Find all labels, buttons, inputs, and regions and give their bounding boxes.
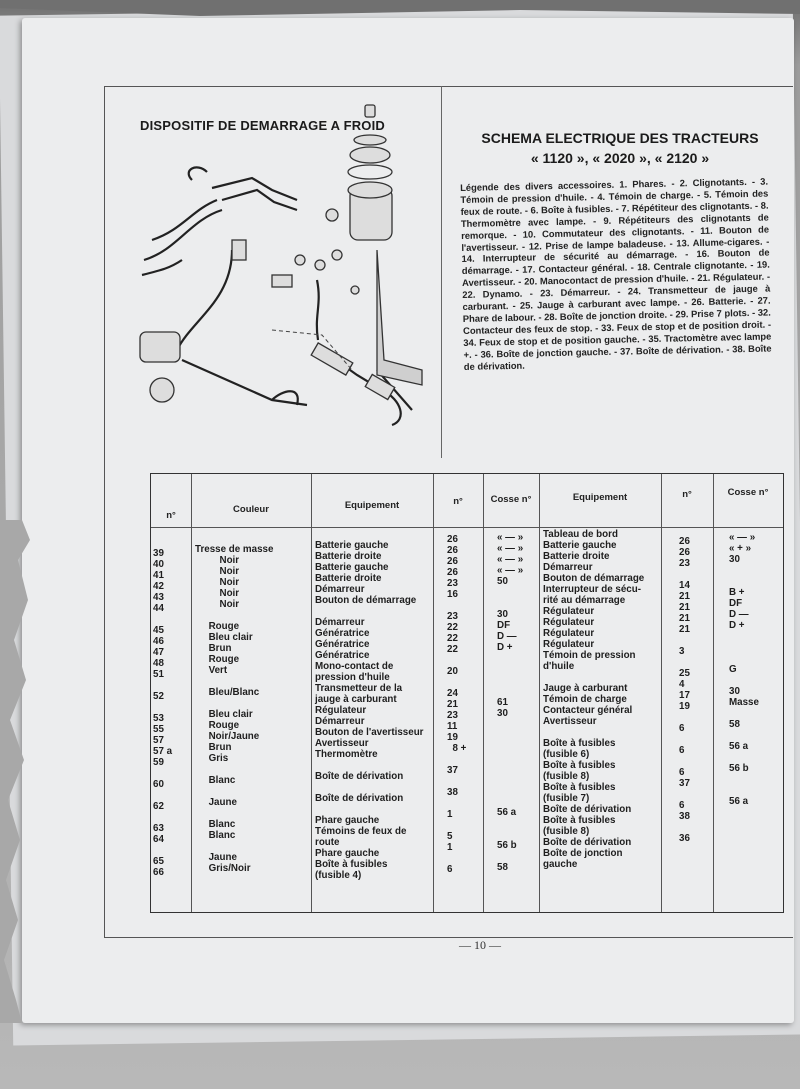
table-col-divider [483, 474, 484, 912]
cold-start-title: DISPOSITIF DE DEMARRAGE A FROID [140, 118, 386, 133]
scheme-title-line2: « 1120 », « 2020 », « 2120 » [530, 150, 710, 166]
table-col-divider [713, 474, 714, 912]
table-header-rule [151, 527, 783, 528]
header-n: n° [166, 510, 176, 521]
col-terminal-2: « — » « + » 30 B + DF D — D + G 30 Masse 58 56 a 56 b 56 a [729, 532, 759, 807]
header-equipement: Equipement [344, 500, 400, 511]
page-number: — 10 — [459, 938, 501, 952]
scheme-title-line1: SCHEMA ELECTRIQUE DES TRACTEURS [481, 130, 759, 146]
cold-start-illustration [122, 100, 432, 450]
col-color: Tresse de masse Noir Noir Noir Noir Noir Rouge Bleu clair Brun Rouge Vert Bleu/Blanc Bleu clair Rouge Noir/Jaune Brun Gris Blanc Jaune Blanc Blanc Jaune Gris/Noir [195, 544, 274, 874]
col-equipment: Batterie gauche Batterie droite Batterie gauche Batterie droite Démarreur Bouton de démarrage Démarreur Génératrice Génératrice Génératrice Mono-contact de pression d'huile Transmetteur de la jauge à carburant Régulateur Démarreur Bouton de l'avertisseur Avertisseur Thermomètre Boîte de dérivation Boîte de dérivation Phare gauche Témoins de feux de route Phare gauche Boîte à fusibles (fusible 4) [315, 540, 424, 881]
table-col-divider [311, 474, 312, 912]
header-cosse2: Cosse n° [727, 487, 769, 498]
col-number: 26 26 26 26 23 16 23 22 22 22 20 24 21 23 11 19 8 + 37 38 1 5 1 6 [447, 534, 467, 875]
col-number-2: 26 26 23 14 21 21 21 21 3 25 4 17 19 6 6 6 37 6 38 36 [679, 536, 690, 844]
col-terminal: « — » « — » « — » « — » 50 30 DF D — D + 61 30 56 a 56 b 58 [497, 532, 524, 873]
accessories-legend: Légende des divers accessoires. 1. Phares. - 2. Clignotants. - 3. Témoin de pression d'huile. - 4. Témoin de charge. - 5. Témoin des feux de route. - 6. Boîte à fusibles. - 7. Répétiteur des clignotants. - 8. Thermomètre avec lampe. - 9. Répétiteurs des clignotants de remorque. - 10. Commutateur des clignotants. - 11. Bouton de l'avertisseur. - 12. Prise de lampe baladeuse. - 13. Allume-cigares. - 14. Interrupteur de sécurité au démarrage. - 16. Bouton de démarrage. - 17. Contacteur général. - 18. Centrale clignotante. - 19. Avertisseur. - 20. Manocontact de pression d'huile. - 21. Régulateur. - 22. Dynamo. - 23. Démarreur. - 24. Transmetteur de jauge à carburant. - 25. Jauge à carburant avec lampe. - 26. Batterie. - 27. Phare de labour. - 28. Boîte de jonction droite. - 29. Prise 7 plots. - 32. Contacteur des feux de stop. - 33. Feux de stop et de position droit. - 34. Feux de stop et de position gauche. - 35. Tractomètre avec lampe +. - 36. Boîte de jonction gauche. - 37. Boîte de dérivation. - 38. Boîte de dérivation. [460, 175, 772, 372]
col-wire-number: 39 40 41 42 43 44 45 46 47 48 51 52 53 55 57 57 a 59 60 62 63 64 65 66 [153, 548, 173, 878]
scheme-title [470, 128, 770, 168]
column-divider [441, 86, 442, 458]
header-cosse: Cosse n° [490, 494, 532, 505]
header-n2: n° [453, 496, 463, 507]
header-equipement2: Equipement [572, 492, 628, 503]
table-col-divider [433, 474, 434, 912]
table-col-divider [539, 474, 540, 912]
header-n3: n° [682, 489, 692, 500]
table-col-divider [191, 474, 192, 912]
table-col-divider [661, 474, 662, 912]
header-couleur: Couleur [233, 504, 269, 515]
col-equipment-2: Tableau de bord Batterie gauche Batterie droite Démarreur Bouton de démarrage Interrupteur de sécu- rité au démarrage Régulateur Régulateur Régulateur Régulateur Témoin de pression d'huile Jauge à carburant Témoin de charge Contacteur général Avertisseur Boîte à fusibles (fusible 6) Boîte à fusibles (fusible 8) Boîte à fusibles (fusible 7) Boîte de dérivation Boîte à fusibles (fusible 8) Boîte de dérivation Boîte de jonction gauche [543, 529, 645, 870]
wiring-table [150, 473, 784, 913]
